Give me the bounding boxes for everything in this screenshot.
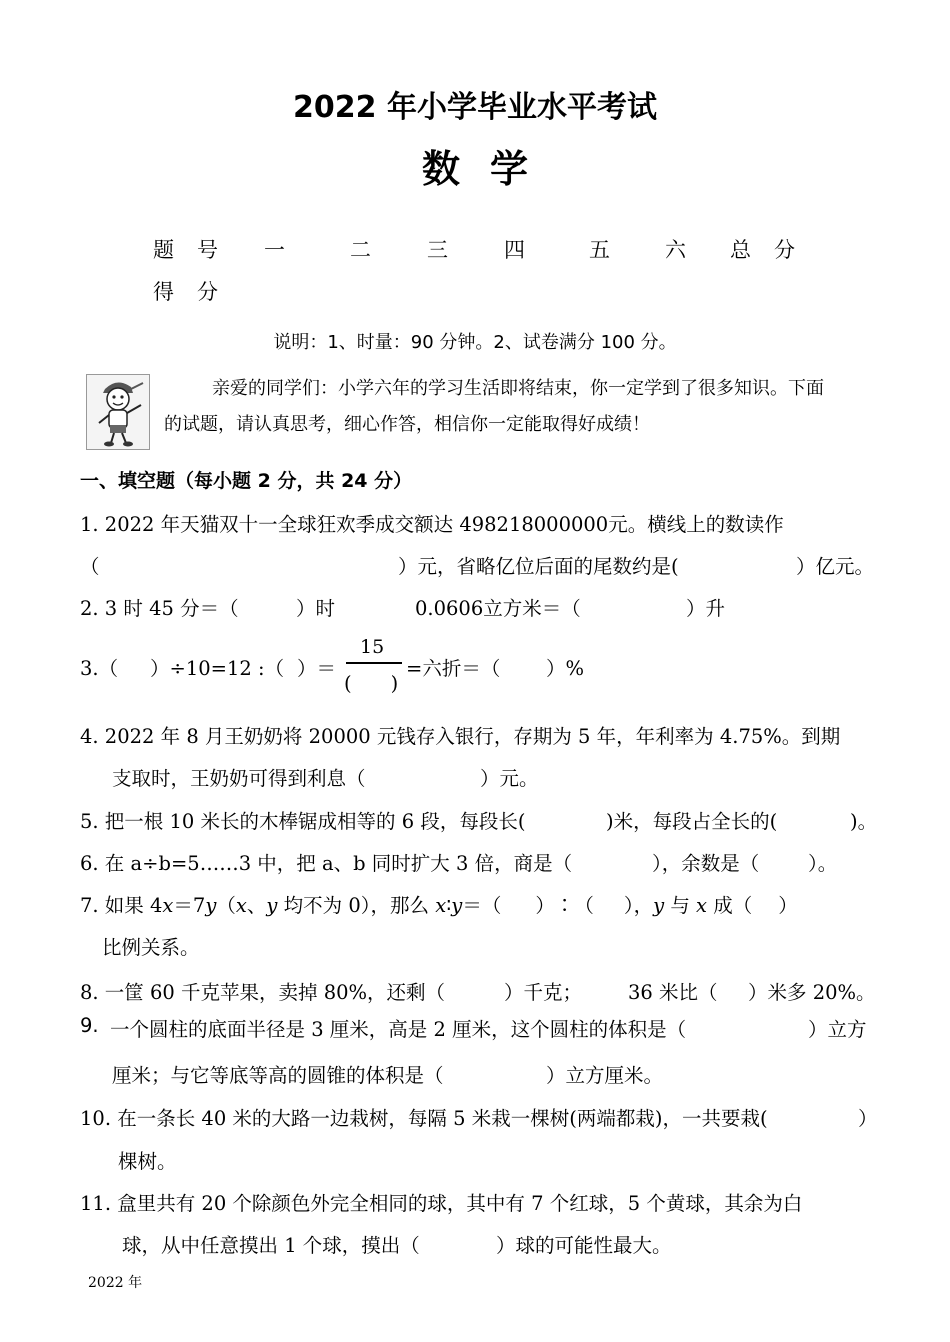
question-5-part: )。 (850, 810, 878, 833)
q7-text: ＝7 (173, 894, 206, 917)
q7-text: 与 (664, 894, 697, 917)
question-7-line1 (80, 890, 798, 918)
question-4-line2: 支取时，王奶奶可得到利息（ (112, 767, 366, 790)
question-2-part: ）升 (686, 597, 726, 620)
var-x: x (696, 894, 708, 917)
question-3-part: =六折＝（ (406, 657, 501, 680)
question-2-part: 0.0606立方米＝（ (415, 597, 581, 620)
question-2-part: 2. 3 时 45 分＝（ (80, 597, 239, 620)
question-9-part: 一个圆柱的底面半径是 3 厘米，高是 2 厘米，这个圆柱的体积是（ (110, 1018, 687, 1041)
question-5-part: 5. 把一根 10 米长的木棒锯成相等的 6 段，每段长( (80, 810, 526, 833)
question-3-part: ）% (546, 657, 585, 680)
q7-text: ）∶（ (535, 894, 594, 917)
question-1-line2: ）元，省略亿位后面的尾数约是( (398, 555, 679, 578)
score-header-cell: 号 (197, 238, 218, 262)
var-y: y (451, 894, 463, 917)
question-8-part: 8. 一筐 60 千克苹果，卖掉 80%，还剩（ (80, 981, 446, 1004)
var-x: x (435, 894, 447, 917)
score-header-cell: 四 (504, 238, 525, 262)
question-10-part: ） (858, 1107, 878, 1130)
question-11-line1: 11. 盒里共有 20 个除颜色外完全相同的球，其中有 7 个红球，5 个黄球，其余为白 (80, 1192, 803, 1215)
blank-open: （ (80, 555, 100, 578)
fraction-denominator: ( ) (344, 672, 399, 695)
score-header-cell: 题 (153, 238, 174, 262)
question-7-line2: 比例关系。 (102, 936, 200, 959)
score-header-cell: 总 (730, 238, 751, 262)
question-9-number: 9. (80, 1014, 99, 1037)
cartoon-boy-icon (86, 374, 150, 450)
question-1-line2-end: ）亿元。 (796, 555, 875, 578)
question-1-line1: 1. 2022 年天猫双十一全球狂欢季成交额达 498218000000元。横线上的数读作 (80, 513, 784, 536)
question-11-line2: 球，从中任意摸出 1 个球，摸出（ (122, 1234, 420, 1257)
q7-text: ∶ (446, 894, 452, 917)
question-11-line2-end: ）球的可能性最大。 (496, 1234, 672, 1257)
section-heading: 一、填空题（每小题 2 分，共 24 分） (80, 470, 413, 492)
question-6-part: ）。 (808, 852, 838, 875)
question-10-line2: 棵树。 (118, 1150, 177, 1173)
q7-text: （ (216, 894, 236, 917)
question-8-part: ）千克； (504, 981, 583, 1004)
fraction-numerator: 15 (360, 636, 385, 658)
q7-text: 7. 如果 4 (80, 894, 163, 917)
question-6-part: ），余数是（ (652, 852, 760, 875)
q7-text: 、 (246, 894, 267, 917)
question-5-part: )米，每段占全长的( (606, 810, 778, 833)
var-x: x (162, 894, 174, 917)
q7-text: 均不为 0），那么 (277, 894, 436, 917)
subject-title: 数学 (421, 147, 558, 191)
question-3-part: ）÷10=12 :（ (150, 657, 285, 680)
intro-line: 亲爱的同学们：小学六年的学习生活即将结束，你一定学到了很多知识。下面 (212, 378, 824, 399)
score-row-label: 分 (197, 280, 218, 304)
var-x: x (235, 894, 247, 917)
intro-line: 的试题，请认真思考，细心作答，相信你一定能取得好成绩！ (164, 414, 650, 435)
var-y: y (205, 894, 217, 917)
fraction-bar (346, 662, 402, 664)
var-y: y (653, 894, 665, 917)
q7-text: 成（ (707, 894, 753, 917)
q7-text: ＝（ (462, 894, 502, 917)
exam-title: 2022 年小学毕业水平考试 (293, 90, 657, 125)
score-header-cell: 二 (350, 238, 371, 262)
score-header-cell: 六 (665, 238, 686, 262)
question-9-line2-end: ）立方厘米。 (546, 1064, 664, 1087)
question-9-line2: 厘米；与它等底等高的圆锥的体积是（ (112, 1064, 444, 1087)
exam-notes: 说明：1、时量：90 分钟。2、试卷满分 100 分。 (273, 332, 677, 353)
var-y: y (266, 894, 278, 917)
question-2-part: ）时 (296, 597, 336, 620)
score-header-cell: 三 (427, 238, 448, 262)
question-9-part: ）立方 (808, 1018, 867, 1041)
question-4-line1: 4. 2022 年 8 月王奶奶将 20000 元钱存入银行，存期为 5 年，年利率为 4.75%。到期 (80, 725, 841, 748)
question-10-part: 10. 在一条长 40 米的大路一边栽树，每隔 5 米栽一棵树(两端都栽)，一共要栽( (80, 1107, 768, 1130)
question-4-line2-end: ）元。 (480, 767, 539, 790)
q7-text: ） (778, 894, 798, 917)
score-header-cell: 一 (264, 238, 285, 262)
question-6-part: 6. 在 a÷b=5……3 中，把 a、b 同时扩大 3 倍，商是（ (80, 852, 573, 875)
question-3-part: 3.（ (80, 657, 119, 680)
question-8-part: 36 米比（ (628, 981, 718, 1004)
score-row-label: 得 (153, 280, 174, 304)
score-header-cell: 分 (774, 238, 795, 262)
page-footer: 2022 年 (88, 1275, 143, 1291)
score-header-cell: 五 (589, 238, 610, 262)
question-8-part: ）米多 20%。 (748, 981, 876, 1004)
question-3-part: ）＝ (297, 657, 337, 680)
q7-text: ）， (623, 894, 654, 917)
